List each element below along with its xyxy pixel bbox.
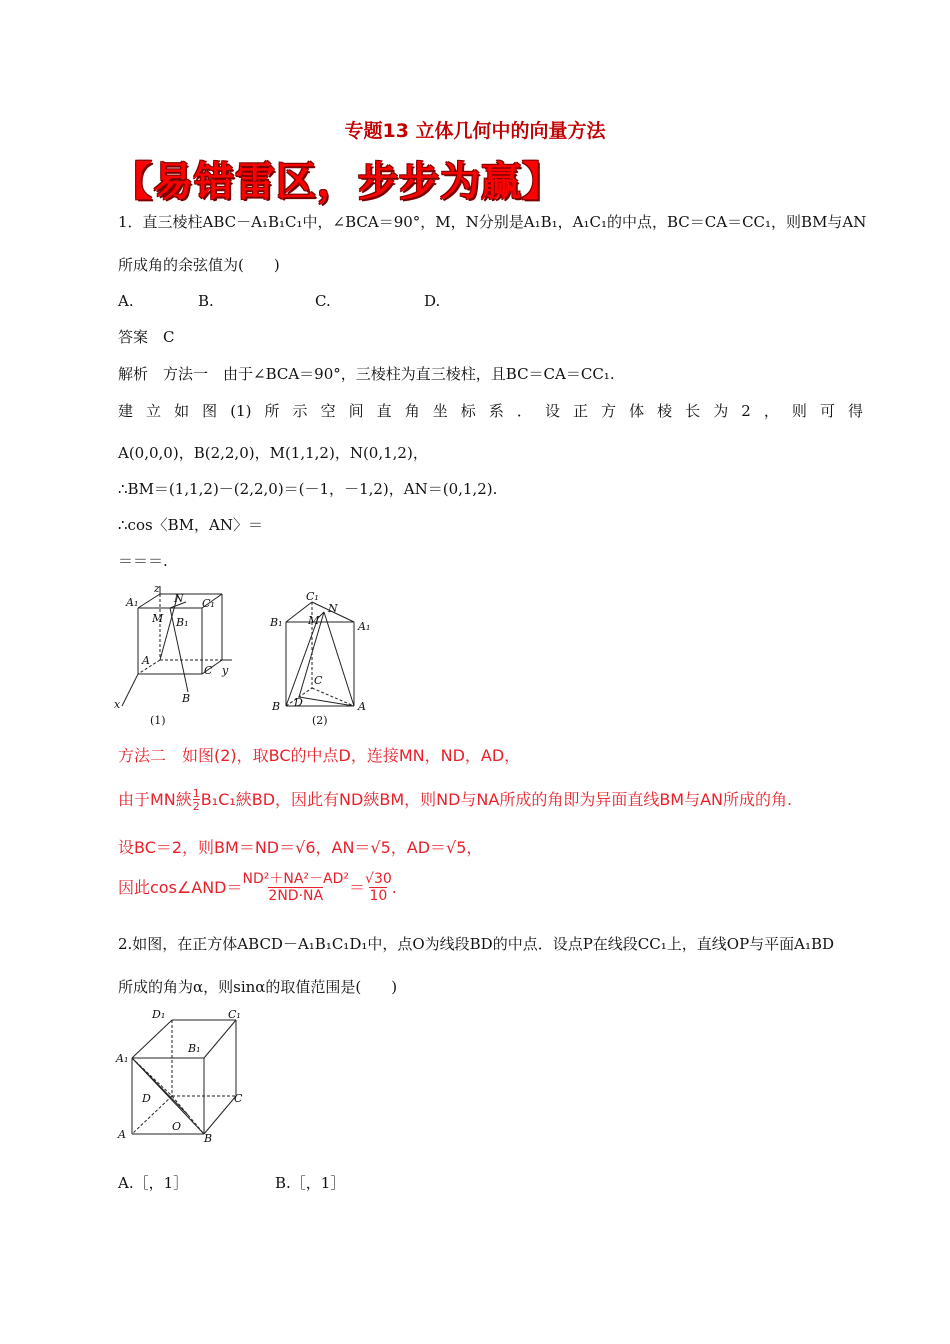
section-banner: 【易错雷区，步步为赢】 [112,159,563,205]
q1-figure-1 [112,582,252,730]
q2-label-b: B [204,1132,213,1145]
q1-stem-line1: 1．直三棱柱ABC－A₁B₁C₁中，∠BCA＝90°，M，N分别是A₁B₁，A₁C₁的中点，BC＝CA＝CC₁，则BM与AN [118,213,867,231]
fig1-label-a1: A₁ [126,596,139,609]
q1-solution-line1: 解析 方法一 由于∠BCA＝90°，三棱柱为直三棱柱，且BC＝CA＝CC₁. [118,365,615,383]
q1-stem-line2: 所成角的余弦值为( ) [118,256,280,274]
fig1-label-y: y [222,664,229,677]
q2-label-d: D [142,1092,151,1105]
q2-label-c1: C₁ [228,1008,241,1021]
q1-solution-line2: 建 立 如 图 (1) 所 示 空 间 直 角 坐 标 系 ． 设 正 方 体 棱 长 为 2 ， 则 可 得 [118,402,863,420]
q1-method2-line4: 因此cos∠AND＝ ND²＋NA²－AD² 2ND·NA ＝ √30 10 . [118,871,397,904]
q2-stem-line2: 所成的角为α，则sinα的取值范围是( ) [118,978,398,996]
q2-label-a: A [118,1128,126,1141]
fig1-label-m: M [152,612,164,625]
fig1-label-a: A [142,654,150,667]
q1-option-a[interactable]: A. [118,292,134,310]
q1-option-d[interactable]: D. [424,292,441,310]
q1-solution-line5: ∴cos〈BM，AN〉＝ [118,516,264,534]
q2-label-o: O [172,1120,182,1133]
fig1-label-z: z [154,582,160,595]
fig2-label-a1: A₁ [358,620,371,633]
q2-label-b1: B₁ [188,1042,201,1055]
q2-option-b[interactable]: B.［，1］ [275,1174,346,1192]
fig2-label-d: D [294,696,303,709]
q2-label-c: C [234,1092,243,1105]
q1-method2-line2: 由于MN綊 $\frac{1}{2}$ B₁C₁綊BD，因此有ND綊BM，则ND与NA所成的角即为异面直线BM与AN所成的角. [118,787,793,813]
fig2-label-b: B [272,700,281,713]
q1-option-c[interactable]: C. [315,292,331,310]
fig1-label-n: N [174,592,184,605]
fig1-label-x: x [114,698,121,711]
fig1-label-c: C [204,664,213,677]
fig2-label-c: C [314,674,323,687]
q2-option-a[interactable]: A.［，1］ [118,1174,189,1192]
q1-answer: 答案 C [118,328,175,346]
q2-stem-line1: 2.如图，在正方体ABCD－A₁B₁C₁D₁中，点O为线段BD的中点．设点P在线段CC₁上，直线OP与平面A₁BD [118,935,835,953]
fig2-label-c1: C₁ [306,590,319,603]
q1-option-b[interactable]: B. [198,292,214,310]
fig2-label-b1: B₁ [270,616,283,629]
q1-method2-line1: 方法二 如图(2)，取BC的中点D，连接MN，ND，AD， [118,746,521,765]
q2-label-d1: D₁ [152,1008,166,1021]
fraction-numerator: 1 [192,787,200,800]
fig1-caption: (1) [150,714,166,727]
fig2-label-n: N [328,602,338,615]
fig2-label-a: A [358,700,366,713]
q1-options [118,291,518,311]
q1-solution-line3: A(0,0,0)，B(2,2,0)，M(1,1,2)，N(0,1,2)， [118,444,428,462]
q1-figure-2 [268,588,383,730]
q1-method2-line3: 设BC＝2，则BM＝ND＝√6，AN＝√5，AD＝√5， [118,838,483,857]
q1-solution-line6: ＝＝＝. [118,552,168,570]
fig1-label-c1: C₁ [202,597,215,610]
fig2-label-m: M [308,614,320,627]
q1-solution-line4: ∴BM＝(1,1,2)－(2,2,0)＝(－1，－1,2)，AN＝(0,1,2). [118,480,498,498]
q2-cube-figure [112,1006,252,1148]
fraction-denominator: 2 [192,800,200,813]
page-title: 专题13 立体几何中的向量方法 [344,120,606,142]
fig2-caption: (2) [312,714,328,727]
fig1-label-b: B [182,692,191,705]
fig1-label-b1: B₁ [176,616,189,629]
q2-label-a1: A₁ [116,1052,129,1065]
